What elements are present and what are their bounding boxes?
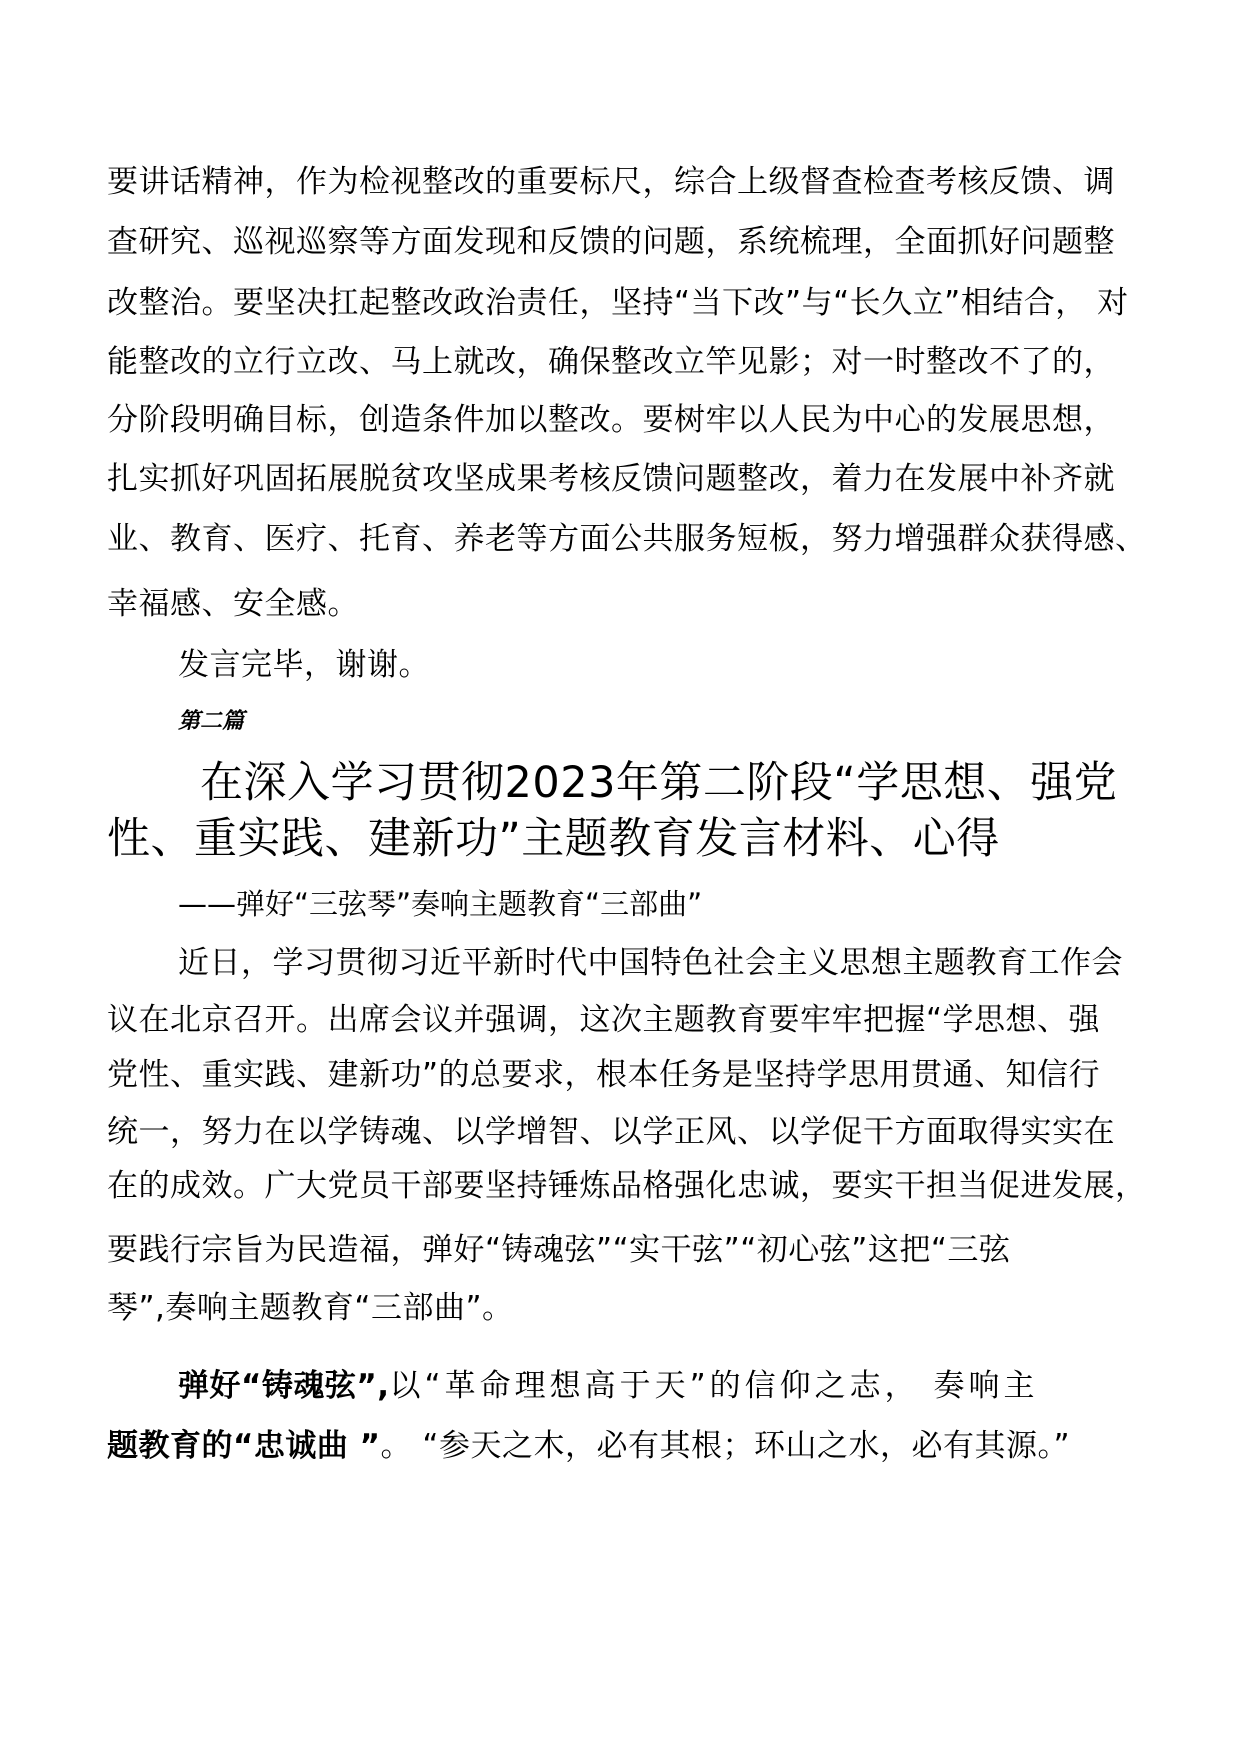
paragraph2-line: 近日，学习贯彻习近平新时代中国特色社会主义思想主题教育工作会	[178, 945, 1123, 981]
paragraph2-line: 琴”,奏响主题教育“三部曲”。	[107, 1290, 514, 1326]
paragraph2-line: 党性、重实践、建新功”的总要求，根本任务是坚持学思用贯通、知信行	[107, 1057, 1101, 1093]
paragraph3-bold-lead: 题教育的“忠诚曲 ”	[107, 1428, 381, 1464]
closing-remark: 发言完毕，谢谢。	[178, 647, 430, 683]
paragraph1-line: 要讲话精神，作为检视整改的重要标尺，综合上级督查检查考核反馈、调	[107, 164, 1115, 200]
paragraph2-line: 统一，努力在以学铸魂、以学增智、以学正风、以学促干方面取得实实在	[107, 1114, 1115, 1150]
section-label: 第二篇	[178, 708, 245, 734]
paragraph1-line: 改整治。要坚决扛起整改政治责任，坚持“当下改”与“长久立”相结合， 对	[107, 285, 1129, 321]
paragraph3-line1	[178, 1366, 1039, 1406]
paragraph3-text: 以“革命理想高于天”的信仰之志， 奏响主	[389, 1368, 1039, 1404]
paragraph1-line: 能整改的立行立改、马上就改，确保整改立竿见影；对一时整改不了的，	[107, 344, 1115, 380]
paragraph1-line: 分阶段明确目标，创造条件加以整改。要树牢以人民为中心的发展思想，	[107, 402, 1115, 438]
paragraph2-line: 在的成效。广大党员干部要坚持锤炼品格强化忠诚，要实干担当促进发展，	[107, 1168, 1147, 1204]
paragraph1-line: 扎实抓好巩固拓展脱贫攻坚成果考核反馈问题整改，着力在发展中补齐就	[107, 461, 1115, 497]
paragraph3-text: 。 “参天之木，必有其根；环山之水，必有其源。”	[380, 1428, 1071, 1464]
paragraph2-line: 议在北京召开。出席会议并强调，这次主题教育要牢牢把握“学思想、强	[107, 1002, 1101, 1038]
article-subtitle: ——弹好“三弦琴”奏响主题教育“三部曲”	[178, 887, 703, 921]
paragraph1-line: 幸福感、安全感。	[107, 586, 359, 622]
paragraph2-line: 要践行宗旨为民造福，弹好“铸魂弦”“实干弦”“初心弦”这把“三弦	[107, 1232, 1011, 1268]
paragraph3-bold-lead: 弹好“铸魂弦”,	[178, 1368, 390, 1404]
paragraph3-line2	[107, 1426, 1070, 1466]
article-title-line2: 性、重实践、建新功”主题教育发言材料、心得	[107, 814, 1000, 864]
paragraph1-line: 查研究、巡视巡察等方面发现和反馈的问题，系统梳理，全面抓好问题整	[107, 224, 1115, 260]
paragraph1-line: 业、教育、医疗、托育、养老等方面公共服务短板，努力增强群众获得感、	[107, 521, 1147, 557]
article-title-line1: 在深入学习贯彻2023年第二阶段“学思想、强党	[200, 758, 1118, 808]
